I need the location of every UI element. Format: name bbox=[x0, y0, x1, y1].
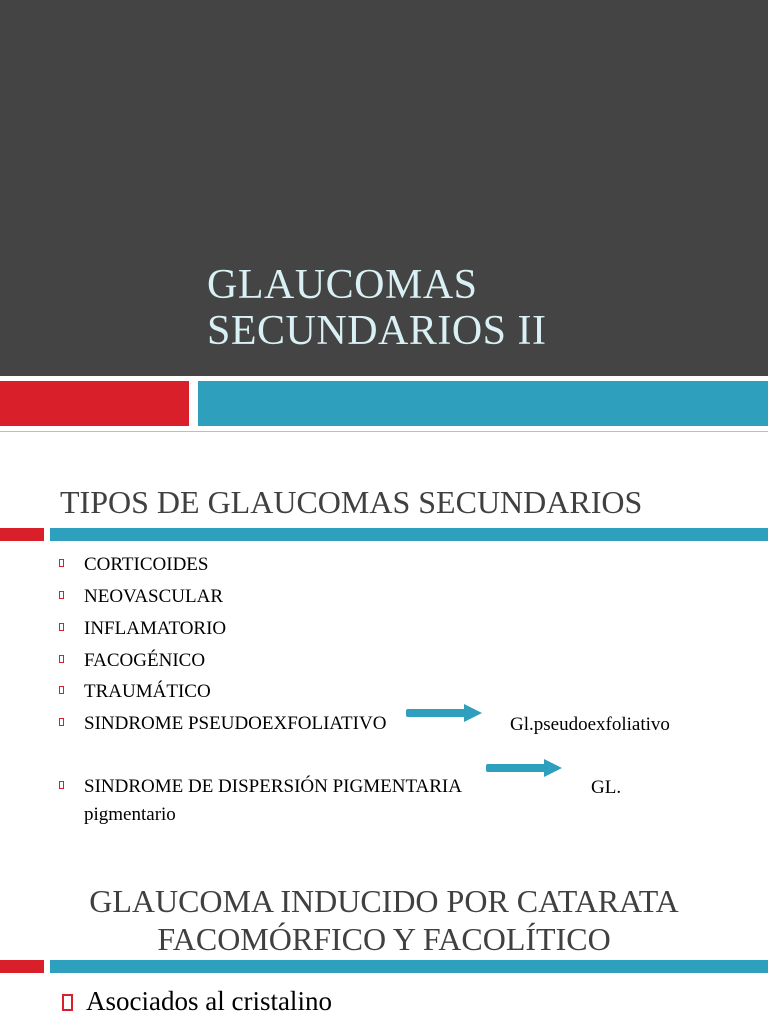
list-item bbox=[84, 711, 386, 736]
arrow-right-icon bbox=[406, 704, 482, 722]
bullet-marker-icon bbox=[59, 559, 64, 567]
slide-title-line-1: GLAUCOMAS bbox=[207, 262, 478, 308]
list-item bbox=[84, 648, 205, 673]
list-item bbox=[84, 552, 208, 577]
list-item bbox=[84, 774, 462, 799]
content-slide-tipos bbox=[0, 432, 768, 842]
slide-heading bbox=[40, 882, 728, 958]
bullet-marker-icon bbox=[59, 686, 64, 694]
bullet-marker-icon bbox=[59, 591, 64, 599]
list-item bbox=[84, 679, 211, 704]
list-item-label: SINDROME DE DISPERSIÓN PIGMENTARIA bbox=[84, 776, 462, 797]
slide-heading: TIPOS DE GLAUCOMAS SECUNDARIOS bbox=[60, 484, 643, 520]
result-label-continued: pigmentario bbox=[84, 804, 176, 825]
list-item bbox=[84, 584, 223, 609]
list-item-label: CORTICOIDES bbox=[84, 554, 209, 575]
list-item-label: FACOGÉNICO bbox=[84, 650, 206, 671]
title-slide bbox=[0, 0, 768, 428]
list-item-label: SINDROME PSEUDOEXFOLIATIVO bbox=[84, 713, 387, 734]
accent-bar-red bbox=[0, 960, 44, 973]
content-slide-catarata bbox=[0, 842, 768, 1024]
list-item-label: TRAUMÁTICO bbox=[84, 681, 211, 702]
slide-heading-line-1: GLAUCOMA INDUCIDO POR CATARATA bbox=[89, 883, 679, 919]
accent-bar-red bbox=[0, 381, 189, 426]
result-label: GL. bbox=[591, 777, 622, 798]
list-item bbox=[84, 616, 226, 641]
list-item-label: NEOVASCULAR bbox=[84, 586, 224, 607]
arrow-right-icon bbox=[486, 759, 562, 777]
bullet-marker-icon bbox=[59, 781, 64, 789]
slide-title-line-2: SECUNDARIOS II bbox=[207, 308, 547, 354]
list-item-label: Asociados al cristalino bbox=[86, 986, 332, 1016]
list-item-label: INFLAMATORIO bbox=[84, 618, 227, 639]
bullet-marker-icon bbox=[59, 718, 64, 726]
accent-bar-blue bbox=[50, 960, 768, 973]
bullet-marker-icon bbox=[62, 994, 73, 1011]
slide-title bbox=[207, 262, 747, 354]
bullet-marker-icon bbox=[59, 623, 64, 631]
result-label: Gl.pseudoexfoliativo bbox=[510, 714, 670, 735]
accent-bar-blue bbox=[198, 381, 768, 426]
bullet-list bbox=[0, 432, 768, 842]
bullet-marker-icon bbox=[59, 655, 64, 663]
slide-heading-line-2: FACOMÓRFICO Y FACOLÍTICO bbox=[157, 921, 611, 957]
